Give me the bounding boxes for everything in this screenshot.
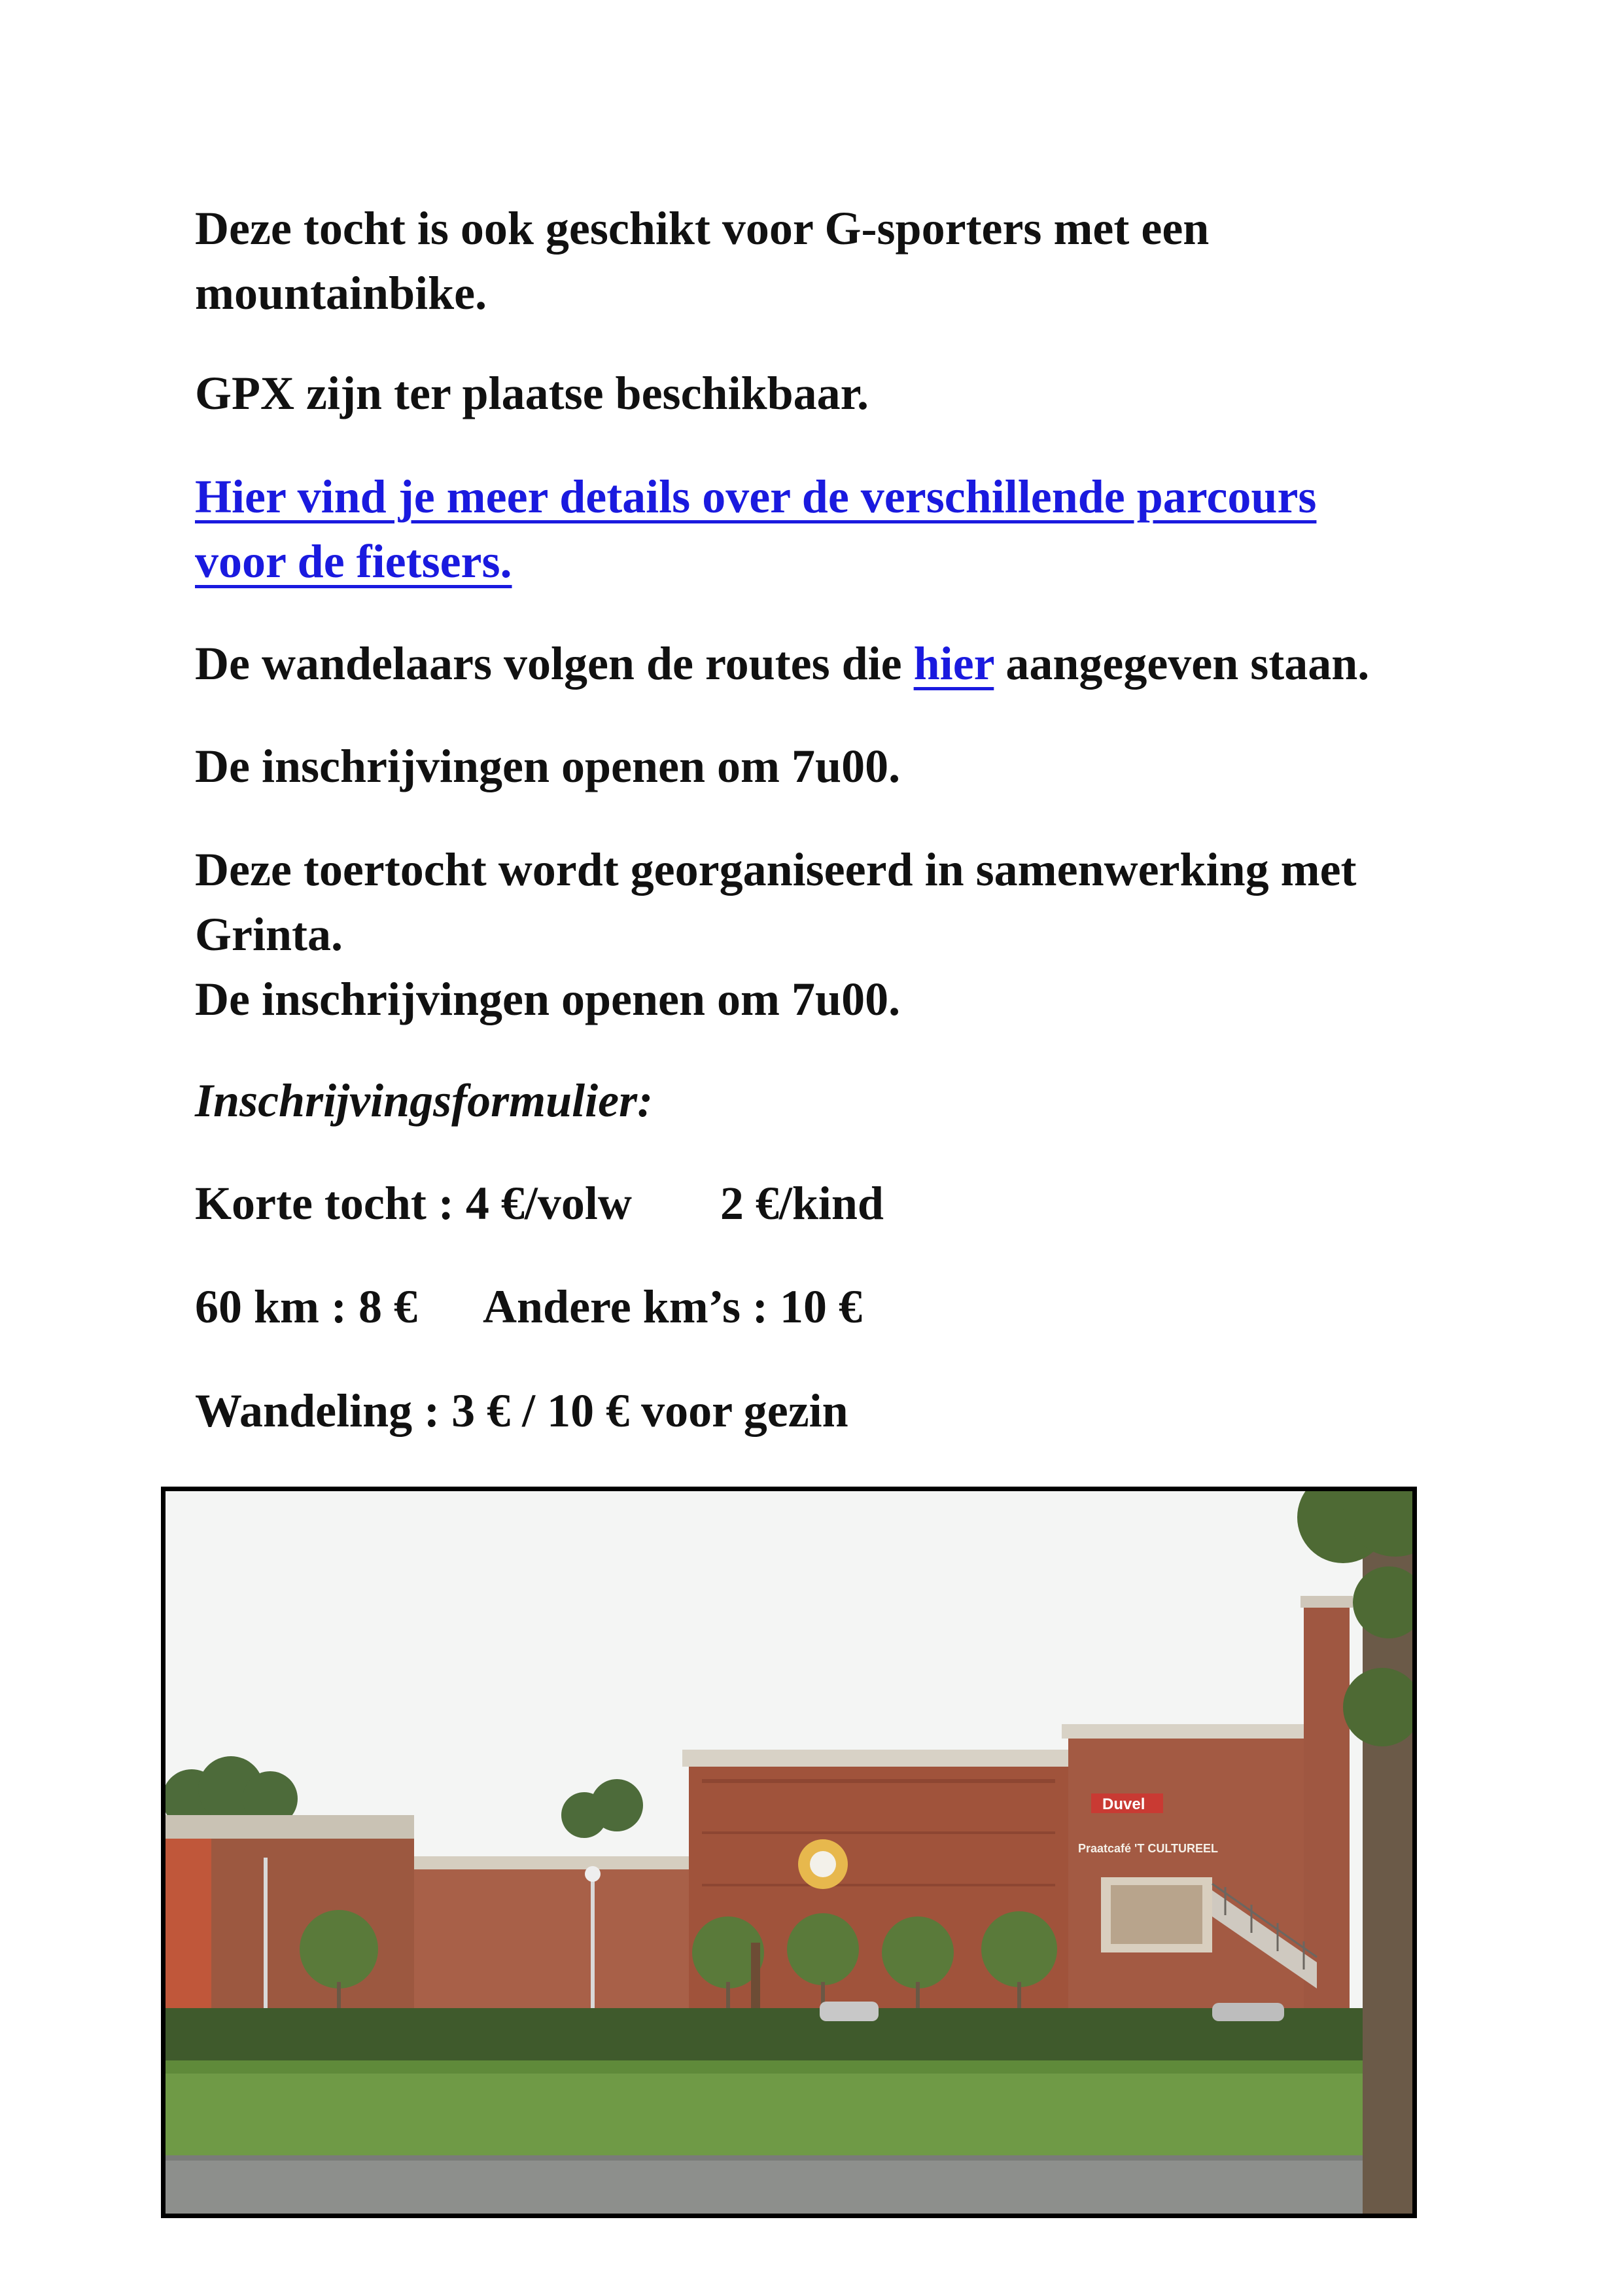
duvel-sign: Duvel [1102,1795,1145,1813]
price-walk: Wandeling : 3 € / 10 € voor gezin [195,1385,848,1437]
walking-routes-link[interactable]: hier [913,637,994,690]
paragraph-gpx: GPX zijn ter plaatse beschikbaar. [195,367,869,419]
paragraph-g-sporters: Deze tocht is ook geschikt voor G-sporters met een mountainbike. [195,202,1210,319]
price-short-tour: Korte tocht : 4 €/volw 2 €/kind [195,1177,884,1229]
parcours-details-link[interactable]: Hier vind je meer details over de verschillende parcours voor de fietsers. [195,470,1317,588]
cafe-sign: Praatcafé 'T CULTUREEL [1078,1842,1218,1855]
venue-photo-illustration [166,1491,1412,2214]
paragraph-grinta: Deze toertocht wordt georganiseerd in samenwerking met Grinta. De inschrijvingen openen om 7u00. [195,843,1357,1025]
venue-photo [161,1487,1417,2218]
paragraph-details-link [195,465,1477,594]
paragraph-walkers: De wandelaars volgen de routes die hier aangegeven staan. [195,637,1370,690]
form-heading: Inschrijvingsformulier: [195,1074,654,1127]
price-distance: 60 km : 8 € Andere km’s : 10 € [195,1280,862,1333]
paragraph-registration-open: De inschrijvingen openen om 7u00. [195,740,901,792]
